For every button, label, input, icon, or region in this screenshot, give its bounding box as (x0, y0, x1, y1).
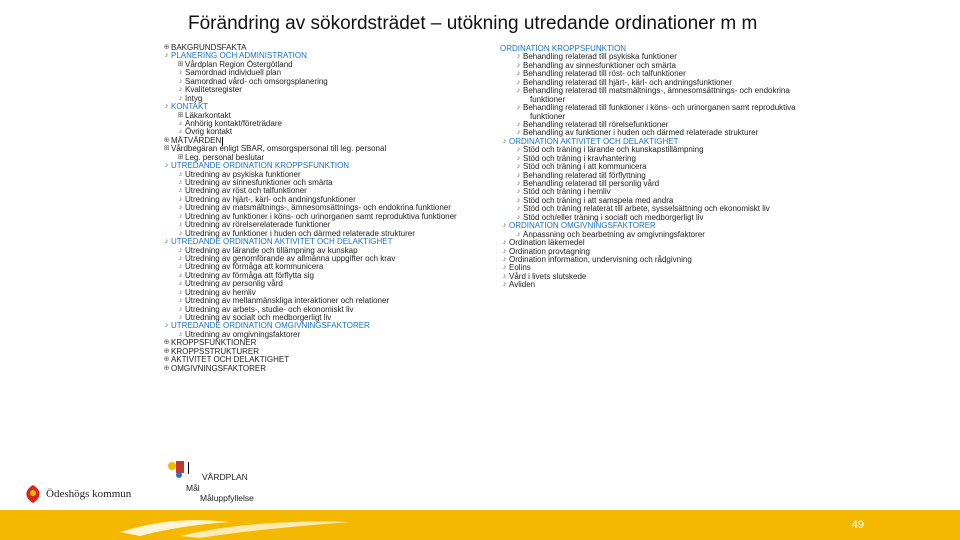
tree-item-label: Utredning av arbets-, studie- och ekonomiskt liv (185, 304, 354, 314)
music-note-icon: ♪ (178, 77, 183, 85)
music-note-icon: ♪ (178, 288, 183, 296)
tree-item-label: KROPPSFUNKTIONER (171, 338, 257, 348)
music-note-icon: ♪ (164, 238, 169, 246)
tree-item-label: Ordination information, undervisning och rådgivning (509, 254, 692, 264)
music-note-icon: ♪ (178, 229, 183, 237)
tree-item-label: Stöd och träning i att samspela med andra (523, 195, 674, 205)
music-note-icon: ♪ (178, 212, 183, 220)
tree-item[interactable] (500, 256, 796, 264)
tree-item[interactable] (162, 86, 457, 94)
music-note-icon: ♪ (178, 195, 183, 203)
music-note-icon: ♪ (178, 128, 183, 136)
tree-item-label: PLANERING OCH ADMINISTRATION (171, 51, 307, 61)
tree-item-label: UTREDANDE ORDINATION AKTIVITET OCH DELAKTIGHET (171, 237, 393, 247)
node-box-icon: ⊞ (177, 153, 184, 161)
tree-item[interactable] (500, 273, 796, 281)
music-note-icon: ♪ (516, 104, 521, 112)
music-note-icon: ♪ (516, 188, 521, 196)
music-note-icon: ♪ (178, 86, 183, 94)
music-note-icon: ♪ (178, 297, 183, 305)
slide-title: Förändring av sökordsträdet – utökning utredande ordinationer m m (188, 13, 758, 34)
expand-icon[interactable]: ⊕ (163, 44, 170, 52)
care-plan-goal: Mål (186, 483, 200, 493)
expand-icon[interactable]: ⊕ (163, 339, 170, 347)
expand-icon[interactable]: ⊕ (163, 136, 170, 144)
expand-icon[interactable]: ⊕ (163, 347, 170, 355)
tree-item-label: ORDINATION AKTIVITET OCH DELAKTIGHET (509, 136, 679, 146)
tree-item-label: OMGIVNINGSFAKTORER (171, 363, 266, 373)
right-keyword-tree (500, 45, 796, 290)
tree-item-label: Vård i livets slutskede (509, 271, 587, 281)
tree-item-label: Stöd och träning i kravhantering (523, 153, 636, 163)
tree-item-label: Behandling av funktioner i huden och därmed relaterade strukturer (523, 128, 759, 138)
tree-item-label: Vårdbegäran enligt SBAR, omsorgspersonal till leg. personal (171, 144, 387, 154)
tree-item-label: Behandling relaterad till personlig vård (523, 179, 660, 189)
tree-item-label: Behandling relaterad till matsmältnings-, ämnesomsättnings- och endokrina (523, 86, 790, 96)
tree-item-label: Utredning av rörelserelaterade funktioner (185, 220, 331, 230)
node-box-icon: ⊞ (177, 60, 184, 68)
tree-item-label: Utredning av personlig vård (185, 279, 283, 289)
tree-item-label: Utredning av matsmältnings-, ämnesomsättnings- och endokrina funktioner (185, 203, 451, 213)
tree-item-label: AKTIVITET OCH DELAKTIGHET (171, 355, 290, 365)
tree-item-label: Övrig kontakt (185, 127, 233, 137)
music-note-icon: ♪ (516, 120, 521, 128)
tree-item-label: Behandling relaterad till rörelsefunktioner (523, 119, 669, 129)
music-note-icon: ♪ (178, 263, 183, 271)
tree-item-label: Utredning av genomförande av allmänna uppgifter och krav (185, 253, 396, 263)
footer-swoosh-icon (120, 510, 360, 540)
music-note-icon: ♪ (516, 171, 521, 179)
music-note-icon: ♪ (178, 280, 183, 288)
music-note-icon: ♪ (164, 162, 169, 170)
music-note-icon: ♪ (178, 187, 183, 195)
tree-item-label: UTREDANDE ORDINATION KROPPSFUNKTION (171, 161, 350, 171)
tree-item-label: Stöd och/eller träning i socialt och medborgerligt liv (523, 212, 704, 222)
music-note-icon: ♪ (502, 272, 507, 280)
tree-item-label: Utredning av socialt och medborgerligt liv (185, 313, 332, 323)
tree-item-label: Utredning av funktioner i köns- och urinorganen samt reproduktiva funktioner (185, 211, 457, 221)
music-note-icon: ♪ (516, 61, 521, 69)
music-note-icon: ♪ (502, 247, 507, 255)
music-note-icon: ♪ (516, 205, 521, 213)
music-note-icon: ♪ (502, 255, 507, 263)
music-note-icon: ♪ (178, 204, 183, 212)
music-note-icon: ♪ (516, 70, 521, 78)
tree-item-label: Intyg (185, 93, 203, 103)
music-note-icon: ♪ (178, 330, 183, 338)
music-note-icon: ♪ (178, 254, 183, 262)
music-note-icon: ♪ (178, 305, 183, 313)
tree-item-label: Samordnad vård- och omsorgsplanering (185, 76, 328, 86)
tree-item-label: funktioner (530, 111, 566, 121)
tree-item-label: Utredning av mellanmänskliga interaktioner och relationer (185, 296, 390, 306)
expand-icon[interactable]: ⊕ (163, 364, 170, 372)
tree-item-label: funktioner (530, 94, 566, 104)
music-note-icon: ♪ (178, 179, 183, 187)
municipality-logo (24, 484, 131, 504)
tree-item-label: Anhörig kontakt/företrädare (185, 118, 282, 128)
node-box-icon: ⊞ (177, 111, 184, 119)
tree-item-label: Behandling relaterad till psykiska funktioner (523, 52, 677, 62)
tree-item-label: Vårdplan Region Östergötland (185, 59, 293, 69)
music-note-icon: ♪ (178, 94, 183, 102)
tree-item-label: Stöd och träning i lärande och kunskapstillämpning (523, 145, 704, 155)
tree-item-label: Stöd och träning i att kommunicera (523, 162, 647, 172)
tree-item-label: Utredning av psykiska funktioner (185, 169, 301, 179)
tree-item-label: Kvalitetsregister (185, 85, 242, 95)
tree-item-label: Behandling relaterad till förflyttning (523, 170, 646, 180)
music-note-icon: ♪ (502, 281, 507, 289)
tree-item-label: Utredning av hemliv (185, 287, 256, 297)
tree-item-label: Avliden (509, 280, 536, 290)
tree-item-label: Ordination läkemedel (509, 238, 585, 248)
music-note-icon: ♪ (516, 163, 521, 171)
tree-item-label: ORDINATION OMGIVNINGSFAKTORER (509, 221, 656, 231)
tree-item-label: Utredning av hjärt-, kärl- och andningsfunktioner (185, 194, 356, 204)
tree-item-label: ORDINATION KROPPSFUNKTION (500, 44, 627, 54)
tree-item-label: Utredning av förmåga att förflytta sig (185, 270, 314, 280)
tree-item-label: Läkarkontakt (185, 110, 231, 120)
tree-item-label: Utredning av röst och talfunktioner (185, 186, 307, 196)
music-note-icon: ♪ (178, 271, 183, 279)
music-note-icon: ♪ (178, 69, 183, 77)
music-note-icon: ♪ (178, 119, 183, 127)
music-note-icon: ♪ (516, 146, 521, 154)
tree-item-label: KONTAKT (171, 102, 209, 112)
municipality-name: Ödeshögs kommun (46, 488, 132, 500)
music-note-icon: ♪ (516, 213, 521, 221)
tree-item-label: Utredning av omgivningsfaktorer (185, 329, 301, 339)
tree-item-label: Utredning av förmåga att kommunicera (185, 262, 324, 272)
tree-item[interactable] (162, 365, 457, 373)
music-note-icon: ♪ (516, 78, 521, 86)
music-note-icon: ♪ (164, 52, 169, 60)
tree-item-label: Stöd och träning relaterat till arbete, sysselsättning och ekonomiskt liv (523, 204, 770, 214)
tree-item-label: Behandling relaterad till funktioner i köns- och urinorganen samt reproduktiva (523, 103, 796, 113)
music-note-icon: ♪ (502, 222, 507, 230)
music-note-icon: ♪ (178, 221, 183, 229)
tree-item-label: Utredning av sinnesfunktioner och smärta (185, 178, 333, 188)
care-plan-title: VÅRDPLAN (202, 472, 248, 482)
tree-item-label: MÄTVÄRDEN (171, 135, 222, 145)
tree-item-label: UTREDANDE ORDINATION OMGIVNINGSFAKTORER (171, 321, 370, 331)
music-note-icon: ♪ (516, 230, 521, 238)
tree-item-label: Ordination provtagning (509, 246, 590, 256)
tree-item-label: Stöd och träning i hemliv (523, 187, 611, 197)
tree-item-label: Behandling relaterad till röst- och talfunktioner (523, 69, 686, 79)
music-note-icon: ♪ (178, 314, 183, 322)
music-note-icon: ♪ (164, 322, 169, 330)
music-note-icon: ♪ (516, 196, 521, 204)
page-number: 49 (851, 519, 864, 531)
tree-item[interactable] (500, 281, 796, 289)
municipality-crest-icon (24, 484, 42, 504)
tree-item-label: Samordnad individuell plan (185, 68, 282, 78)
music-note-icon: ♪ (502, 239, 507, 247)
tree-item-label: KROPPSSTRUKTURER (171, 346, 260, 356)
music-note-icon: ♪ (178, 170, 183, 178)
music-note-icon: ♪ (516, 129, 521, 137)
music-note-icon: ♪ (516, 87, 521, 95)
music-note-icon: ♪ (178, 246, 183, 254)
tree-item-label: Utredning av funktioner i huden och därmed relaterade strukturer (185, 228, 415, 238)
music-note-icon: ♪ (502, 137, 507, 145)
left-keyword-tree (162, 44, 457, 373)
tree-item-label: Anpassning och bearbetning av omgivningsfaktorer (523, 229, 705, 239)
care-plan-icon (165, 458, 187, 480)
music-note-icon: ♪ (516, 180, 521, 188)
tree-item-label: Eolins (509, 263, 531, 273)
tree-item-label: Behandling av sinnesfunktioner och smärta (523, 60, 676, 70)
music-note-icon: ♪ (164, 103, 169, 111)
music-note-icon: ♪ (516, 154, 521, 162)
music-note-icon: ♪ (502, 264, 507, 272)
care-plan-fulfillment: Måluppfyllelse (200, 493, 254, 503)
footer-bar (0, 510, 960, 540)
tree-item-label: BAKGRUNDSFAKTA (171, 43, 247, 53)
tree-item-label: Utredning av lärande och tillämpning av kunskap (185, 245, 358, 255)
node-box-icon: ⊞ (163, 145, 170, 153)
music-note-icon: ♪ (516, 53, 521, 61)
tree-item-label: Behandling relaterad till hjärt-, kärl- och andningsfunktioner (523, 77, 733, 87)
plan-cursor (188, 462, 189, 474)
tree-item-label: Leg. personal beslutar (185, 152, 265, 162)
expand-icon[interactable]: ⊕ (163, 356, 170, 364)
